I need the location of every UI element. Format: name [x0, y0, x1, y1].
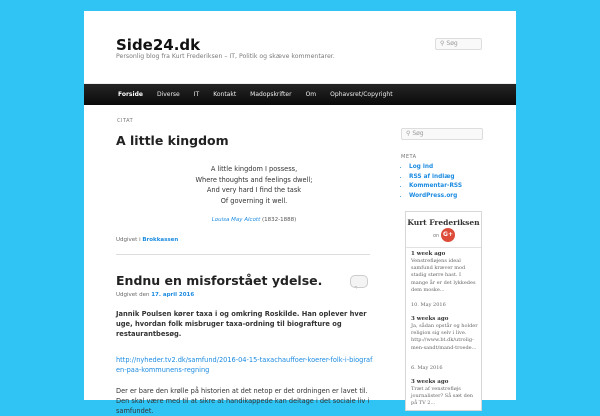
post-date-label: Udgivet den — [116, 292, 150, 298]
article-link[interactable]: http://nyheder.tv2.dk/samfund/2016-04-15-taxachauffoer-koerer-folk-i-biografen-paa-kommunens-regning — [116, 356, 373, 374]
quote-line: A little kingdom I possess, — [210, 165, 298, 173]
main-navigation — [84, 84, 516, 105]
gplus-profile-name[interactable]: Kurt Frederiksen — [407, 218, 480, 227]
post-divider — [116, 254, 370, 255]
posted-in-label: Udgivet i — [116, 237, 141, 243]
header-search-input[interactable] — [435, 38, 482, 50]
gplus-post-time: 1 week ago — [411, 251, 446, 257]
gplus-divider — [406, 247, 481, 248]
meta-link-login[interactable]: • Log ind — [409, 163, 462, 173]
gplus-post-time: 3 weeks ago — [411, 316, 449, 322]
post-lead-paragraph: Jannik Poulsen kører taxa i og omkring Roskilde. Han oplever hver uge, hvordan folk misbruger taxa-ordning til biografture og restaurantbesøg. — [116, 310, 367, 338]
gplus-post-date — [411, 365, 479, 372]
post-date-link[interactable]: 17. april 2016 — [151, 292, 195, 298]
quote-line: Where thoughts and feelings dwell; — [195, 175, 313, 184]
nav-item-ophavsret[interactable]: Ophavsret/Copyright — [330, 91, 393, 98]
nav-item-it[interactable]: IT — [193, 91, 200, 98]
gplus-post-text: Ja, sådan opstår og holder religion sig selv i live. http://www.bt.dk/utrolig-men-sandt/mand-troede... — [411, 323, 478, 351]
nav-item-kontakt[interactable]: Kontakt — [213, 91, 237, 98]
gplus-post[interactable] — [411, 316, 479, 352]
search-icon: ⚲ — [440, 40, 445, 47]
quote-line: And very hard I find the task — [206, 186, 302, 194]
post-date-meta — [116, 292, 194, 298]
quote-author-link[interactable]: Louisa May Alcott — [211, 217, 261, 223]
page-container — [84, 11, 516, 415]
sidebar-search-placeholder: Søg — [412, 130, 424, 137]
site-title[interactable]: Side24.dk — [116, 36, 201, 54]
nav-item-madopskrifter[interactable]: Madopskrifter — [250, 91, 292, 98]
post-title-2[interactable]: Endnu en misforstået ydelse. — [116, 273, 323, 288]
nav-item-forside[interactable]: Forside — [118, 91, 143, 98]
sidebar-search-input[interactable] — [401, 128, 483, 140]
nav-item-om[interactable]: Om — [305, 91, 317, 98]
google-plus-icon[interactable]: G+ — [441, 228, 455, 242]
gplus-post-date — [411, 302, 479, 309]
post-title[interactable]: A little kingdom — [116, 133, 229, 148]
gplus-post-date-text: 6. May 2016 — [411, 365, 443, 371]
gplus-post-date-text: 10. May 2016 — [411, 302, 446, 308]
site-description: Personlig blog fra Kurt Frederiksen – IT, Politik og skæve kommentarer. — [116, 53, 335, 60]
meta-links-list — [401, 163, 462, 201]
gplus-post-time: 3 weeks ago — [411, 379, 449, 385]
header-search-placeholder: Søg — [446, 40, 458, 47]
post-category-label: CITAT — [117, 118, 134, 124]
meta-widget-title: META — [401, 154, 417, 160]
quote-block — [154, 164, 354, 206]
gplus-post[interactable] — [411, 379, 479, 408]
comment-bubble-icon[interactable] — [350, 275, 368, 288]
meta-link-comments-rss[interactable]: • Kommentar-RSS — [409, 182, 462, 192]
quote-line: Of governing it well. — [220, 196, 288, 205]
post-body-paragraph: Der er bare den krølle på historien at det netop er det ordningen er lavet til. Den skal være med til at sikre at handikappede kan deltage i det sociale liv i samfundet. — [116, 387, 370, 415]
quote-author-years: (1832-1888) — [262, 217, 297, 223]
gplus-post[interactable] — [411, 251, 479, 294]
quote-citation — [154, 217, 354, 223]
category-link[interactable]: Brokkassen — [142, 237, 179, 243]
post-footer-meta — [116, 237, 178, 243]
nav-item-diverse[interactable]: Diverse — [156, 91, 180, 98]
gplus-on-label: on — [433, 233, 440, 239]
search-icon: ⚲ — [406, 130, 411, 137]
gplus-post-text: Venstrefløjens ideal samfund kræver mod stadig større hast. I mange år er det lykkedes dem moske... — [411, 258, 476, 293]
meta-link-wordpress[interactable]: • WordPress.org — [409, 192, 462, 202]
gplus-post-text: Træt af venstrefløjs journalister? Så sæt den på TV 2... — [411, 386, 474, 407]
google-plus-widget — [405, 211, 482, 411]
meta-link-rss-posts[interactable]: • RSS af indlæg — [409, 173, 462, 183]
